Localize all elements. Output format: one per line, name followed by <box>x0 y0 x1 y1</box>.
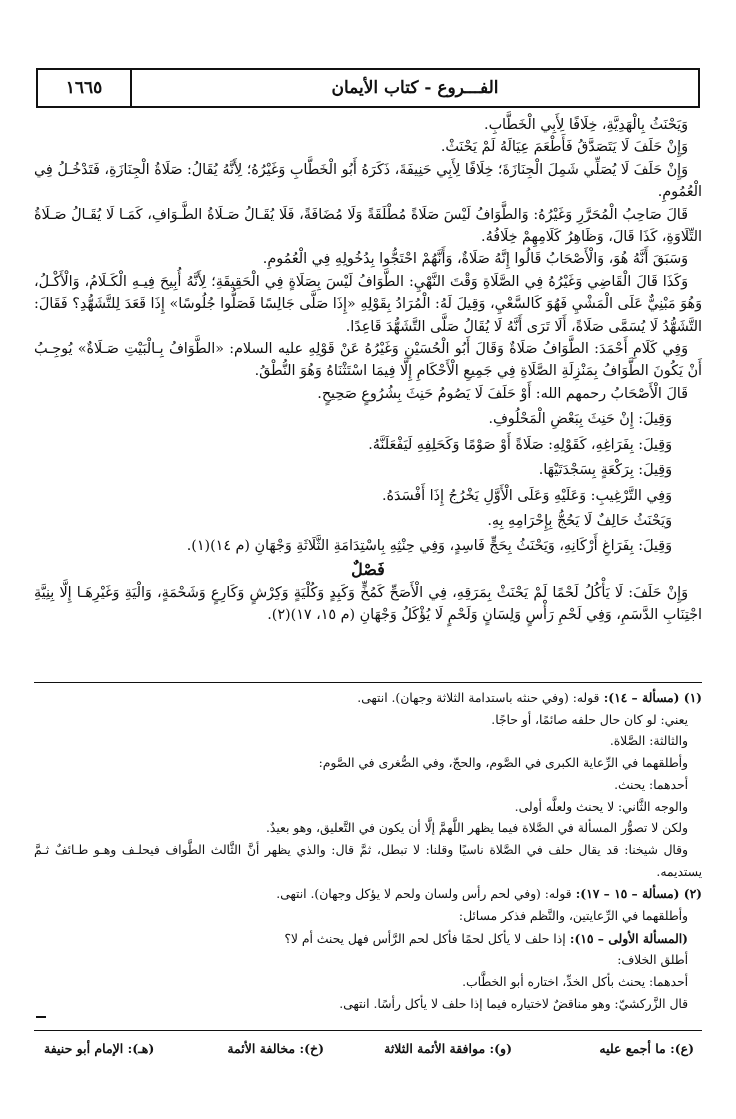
footnote-label: (٢) (مسألة – ١٥ – ١٧): <box>571 886 702 902</box>
footnote-1 <box>34 687 702 710</box>
footnote-line: وأطلقهما في الرِّعاية الكبرى في الصَّوم، والحجّ، وفي الصُّغرى في الصَّوم: <box>318 756 688 771</box>
footnote-text: قوله: (وفي حنثه باستدامة الثلاثة وجهان). انتهى. <box>357 691 600 705</box>
paragraph: وَقِيلَ: بِفَرَاغِهِ، كَقَوْلِهِ: صَلَاةً أَوْ صَوْمًا وَكَحَلِفِهِ لَيَفْعَلَنَّهُ. <box>368 436 672 453</box>
footnote-line <box>34 928 702 951</box>
paragraph: وَإِنْ حَلَفَ لَا يُصَلِّي شَمِلَ الْجِنَازَةَ؛ خِلَافًا لِأَبِي حَنِيفَةَ، ذَكَرَهُ أَبُو الْخَطَّابِ وَغَيْرُهُ؛ لِأَنَّهُ يُقَالُ: صَلَاةُ الْجِنَازَةِ، فَتَدْخُـلُ فِي الْعُمُومِ. <box>34 161 702 201</box>
footnote-line: وأطلقهما في الرِّعايتين، والنَّظم فذكر مسائل: <box>458 909 688 924</box>
footnote-line: قال الزَّركشيّ: وهو مناقضٌ لاختياره فيما إذا حلف لا يأكل رأسًا. انتهى. <box>339 996 688 1011</box>
key-abu-hanifa: (هـ): الإمام أبو حنيفة <box>44 1041 155 1056</box>
footnote-line: والثالثة: الصَّلاة. <box>609 734 688 749</box>
footnote-line: أحدهما: يحنث بأكل الخدِّ، اختاره أبو الخطَّاب. <box>462 975 688 990</box>
continuation-mark <box>36 1016 46 1018</box>
paragraph: وَقِيلَ: بِفَرَاغِ أَرْكَانِهِ، وَيَحْنَثُ بِحَجٍّ فَاسِدٍ، وَفِي حِنْثِهِ بِاسْتِدَامَةِ الثَّلَاثَةِ وَجْهَانِ (م ١٤)(١). <box>186 538 672 555</box>
footer-divider <box>34 1030 702 1031</box>
footnote-line: ولكن لا تصوُّر المسألة في الصَّلاة فيما يظهر اللَّهمَّ إلَّا أن يكون في التَّعليق، وهو بعيدٌ. <box>265 821 688 836</box>
footnote-line: أطلق الخلاف: <box>617 953 688 968</box>
footnote-2 <box>34 883 702 906</box>
footnote-label: (المسألة الأولى – ١٥): <box>565 930 688 946</box>
main-text <box>34 114 702 627</box>
section-heading: فَصْلٌ <box>351 559 385 579</box>
footnote-line: أحدهما: يحنث. <box>614 777 688 792</box>
footnote-divider <box>34 682 702 683</box>
paragraph: وَقِيلَ: بِرَكْعَةٍ بِسَجْدَتَيْهَا. <box>538 462 672 479</box>
footnote-text: قوله: (وفي لحم رأس ولسان ولحم لا يؤكل وجهان). انتهى. <box>276 887 572 902</box>
abbreviation-key <box>34 1038 702 1060</box>
paragraph: وَقِيلَ: إِنْ حَنِثَ بِبَعْضِ الْمَحْلُوفِ. <box>488 411 672 428</box>
footnote-line: وقال شيخنا: قد يقال حلف في الصَّلاة ناسيًا وقلنا: لا تبطل، ثمَّ قال: والذي يظهر أنَّ الثَّالث الطَّواف فيحلـف وهـو طـائفٌ ثـمَّ يستديمه. <box>34 842 702 879</box>
paragraph: وَسَبَقَ أَنَّهُ هُوَ، وَالْأَصْحَابُ قَالُوا إِنَّهُ صَلَاةٌ، وَأَنَّهُمْ احْتَجُّوا بِدُخُولِهِ فِي الْعُمُومِ. <box>262 251 688 268</box>
footnote-label: (١) (مسألة – ١٤): <box>599 690 702 705</box>
key-ijma: (ع): ما أجمع عليه <box>599 1041 694 1056</box>
key-agreement: (و): موافقة الأئمة الثلاثة <box>384 1041 512 1056</box>
page-number: ١٦٦٥ <box>38 70 132 106</box>
paragraph: وَإِنْ حَلَفَ: لَا يَأْكُلُ لَحْمًا لَمْ يَحْنَثْ بِمَرَقِهِ، فِي الْأَصَحِّ كَمُخٍّ وَكَبِدٍ وَكُلْيَةٍ وَكِرْشٍ وَكَارِعٍ وَشَحْمَةٍ، وَالْيَةِ وَغَيْرِهَـا إِلَّا بِنِيَّةِ اجْتِنَابِ الدَّسَمِ، وَفِي لَحْمِ رَأْسٍ وَلِسَانٍ وَلَحْمٍ لَا يُؤْكَلُ وَجْهَانِ (م ١٥، ١٧)(٢). <box>34 584 702 624</box>
footnote-line: يعني: لو كان حال حلفه صائمًا، أو حاجًا. <box>491 712 688 727</box>
header-title: الفـــروع - كتاب الأيمان <box>331 78 499 98</box>
paragraph: قَالَ الْأَصْحَابُ رحمهم الله: أَوْ حَلَفَ لَا يَصُومُ حَنِثَ بِشُرُوعٍ صَحِيحٍ. <box>317 385 688 402</box>
paragraph: وَفِي التَّرْغِيبِ: وَعَلَيْهِ وَعَلَى الْأَوَّلِ يَخْرُجُ إِذَا أَفْسَدَهُ. <box>381 487 672 504</box>
paragraph: وَإِنْ حَلَفَ لَا يَتَصَدَّقُ فَأَطْعَمَ عِيَالَهُ لَمْ يَحْنَثْ. <box>440 139 688 156</box>
paragraph: وَيَحْنَثُ بِالْهَدِيَّةِ، خِلَافًا لِأَبِي الْخَطَّابِ. <box>484 117 688 133</box>
paragraph: وَكَذَا قَالَ الْقَاضِي وَغَيْرُهُ فِي الصَّلَاةِ وَقْتَ النَّهْيِ: الطَّوَافُ لَيْسَ بِصَلَاةٍ فِي الْحَقِيقَةِ؛ لِأَنَّهُ أُبِيحَ فِيـهِ الْكَـلَامُ، وَالْأَكْـلُ، وَهُوَ مَبْنِيٌّ عَلَى الْمَشْيِ فَهُوَ كَالسَّعْيِ، وَقِيلَ لَهُ: الْمُرَادُ بِقَوْلِهِ «إِذَا صَلَّى جَالِسًا فَصَلُّوا جُلُوسًا» إِذَا قَعَدَ لِلتَّشَهُّدِ؟ فَقَالَ: التَّشَهُّدُ لَا يُسَمَّى صَلَاةً، أَلَا تَرَى أَنَّهُ لَا يُقَالُ صَلَّى التَّشَهُّدَ قَاعِدًا. <box>34 273 702 335</box>
key-disagreement: (خ): مخالفة الأئمة <box>227 1041 324 1056</box>
footnote-line: والوجه الثَّاني: لا يحنث ولعلَّه أولى. <box>514 799 688 814</box>
running-header <box>36 68 700 108</box>
footnote-text: إذا حلف لا يأكل لحمًا فأكل لحم الرَّأس فهل يحنث أم لا؟ <box>284 931 566 946</box>
footnotes <box>34 687 702 1016</box>
paragraph: وَيَحْنَثُ حَالِفٌ لَا يَحُجُّ بِإِحْرَامِهِ بِهِ. <box>487 512 672 529</box>
paragraph: وَفِي كَلَامِ أَحْمَدَ: الطَّوَافُ صَلَاةٌ وَقَالَ أَبُو الْحُسَيْنِ وَغَيْرُهُ عَنْ قَوْلِهِ عليه السلام: «الطَّوَافُ بِـالْبَيْتِ صَـلَاةٌ» يُوجِـبُ أَنْ يَكُونَ الطَّوَافُ بِمَنْزِلَةِ الصَّلَاةِ فِي جَمِيعِ الْأَحْكَامِ إِلَّا فِيمَا اسْتَثْنَاهُ وَهُوَ النُّطْقُ. <box>34 341 702 380</box>
paragraph: قَالَ صَاحِبُ الْمُحَرَّرِ وَغَيْرُهُ: وَالطَّوَافُ لَيْسَ صَلَاةً مُطْلَقَةً وَلَا مُضَافَةً، فَلَا يُقَـالُ صَـلَاةُ الطَّـوَافِ، كَمَـا لَا يُقَـالُ صَـلَاةُ التِّلَاوَةِ، كَذَا قَالَ، وَظَاهِرُ كَلَامِهِمْ خِلَافُهُ. <box>34 206 702 246</box>
